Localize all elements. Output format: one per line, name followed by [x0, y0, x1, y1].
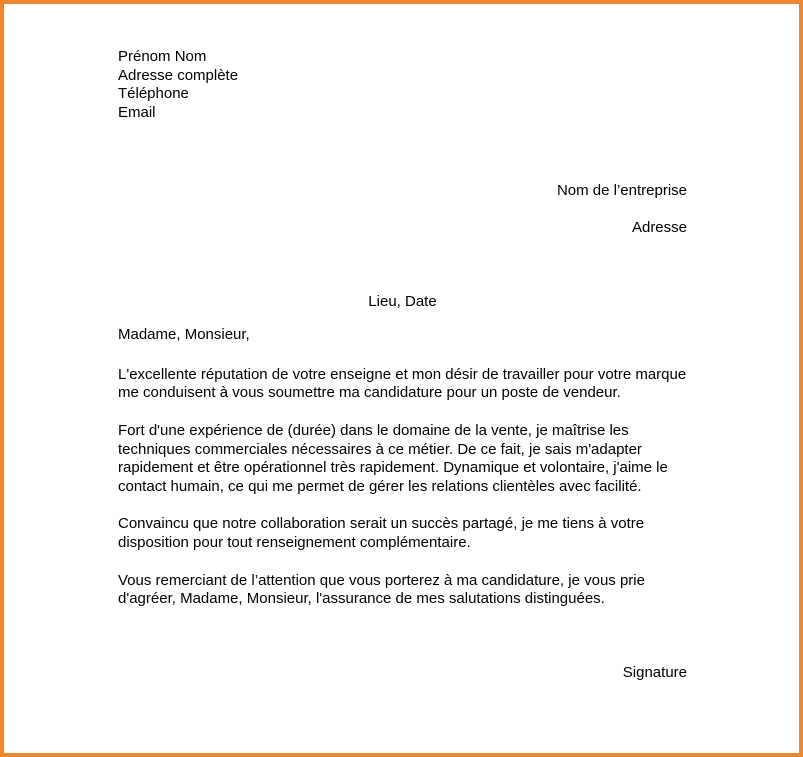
body-paragraph-4: Vous remerciant de l’attention que vous porterez à ma candidature, je vous prie d'agréer, Madame, Monsieur, l'assurance de mes salutations distinguées.	[118, 571, 645, 608]
letter-content	[4, 4, 799, 682]
place-date: Lieu, Date	[368, 292, 437, 310]
sender-name: Prénom Nom	[118, 48, 207, 65]
body-paragraph-1: L'excellente réputation de votre enseigne et mon désir de travailler pour votre marque me conduisent à vous soumettre ma candidature pour un poste de vendeur.	[118, 365, 687, 402]
sender-address: Adresse complète	[118, 66, 239, 84]
body-paragraph-2: Fort d'une expérience de (durée) dans le domaine de la vente, je maîtrise les techniques commerciales nécessaires à ce métier. De ce fait, je sais m'adapter rapidement et être opérationnel très rapidement. Dynamique et volontaire, j'aime le contact humain, ce qui me permet de gérer les relations clientèles avec facilité.	[118, 421, 668, 495]
body-paragraph-3: Convaincu que notre collaboration serait un succès partagé, je me tiens à votre disposition pour tout renseignement complémentaire.	[118, 515, 645, 551]
sender-email: Email	[118, 103, 156, 121]
recipient-company: Nom de l’entreprise	[556, 182, 687, 200]
signature-label: Signature	[622, 663, 687, 681]
salutation: Madame, Monsieur,	[118, 326, 250, 344]
sender-block	[118, 48, 687, 122]
recipient-address: Adresse	[631, 218, 687, 236]
recipient-block	[118, 182, 687, 237]
sender-phone: Téléphone	[118, 85, 189, 103]
